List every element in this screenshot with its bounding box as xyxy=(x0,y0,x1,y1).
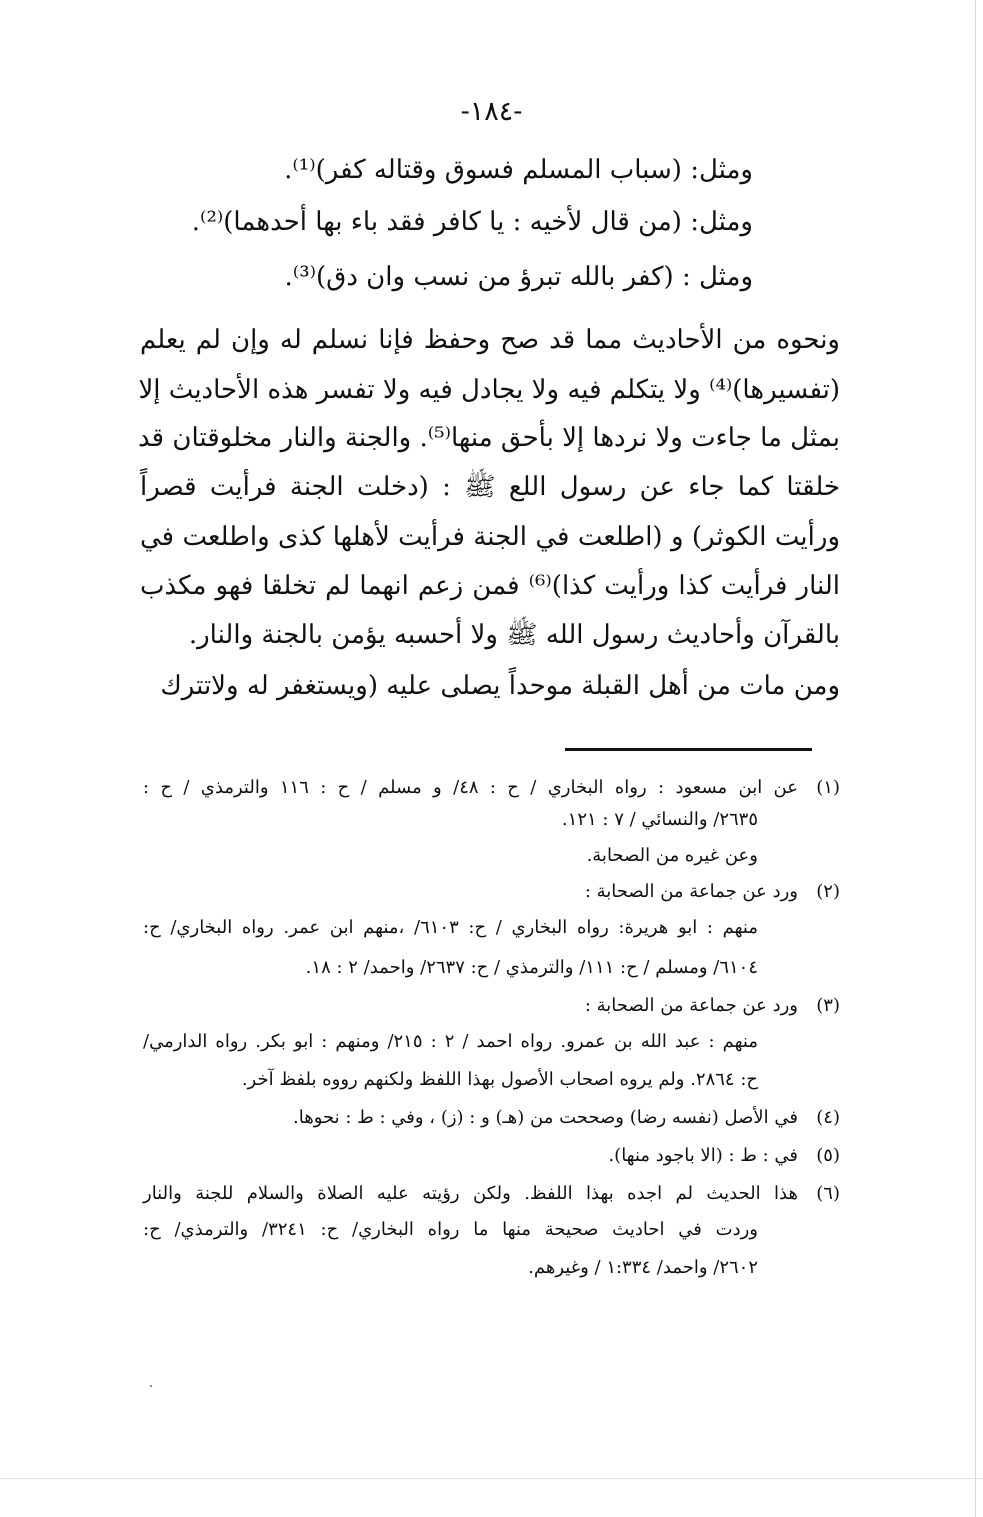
footnote-6-line-1: هذا الحديث لم اجده بهذا اللفظ. ولكن رؤيته عليه الصلاة والسلام للجنة والنار xyxy=(143,1183,798,1204)
footnote-3-number: (٣) xyxy=(816,995,840,1016)
page-number: -١٨٤- xyxy=(460,96,523,127)
footnote-4-number: (٤) xyxy=(816,1107,840,1128)
footnote-6-number: (٦) xyxy=(816,1183,840,1204)
footnote-1-line-2: ٢٦٣٥/ والنسائي / ٧ : ١٢١. xyxy=(561,809,758,830)
footnote-2-line-2: منهم : ابو هريرة: رواه البخاري / ح: ٦١٠٣/ ،منهم ابن عمر. رواه البخاري/ ح: xyxy=(143,917,758,938)
footnote-1-line-3: وعن غيره من الصحابة. xyxy=(586,845,758,866)
paragraph-1-line-4: خلقتا كما جاء عن رسول اللع ﷺ : (دخلت الجنة فرأيت قصراً xyxy=(140,472,840,502)
footnote-2-line-3: ٦١٠٤/ ومسلم / ح: ١١١/ والترمذي / ح: ٢٦٣٧/ واحمد/ ٢ : ١٨. xyxy=(305,957,758,978)
footnote-2-line-1: ورد عن جماعة من الصحابة : xyxy=(584,881,798,902)
footnote-5-line-1: في : ط : (الا باجود منها). xyxy=(608,1145,798,1166)
page-edge-line xyxy=(975,0,976,1517)
hadith-line-3: ومثل : (كفر بالله تبرؤ من نسب وان دق)⁽³⁾. xyxy=(284,262,753,292)
paragraph-1-line-6: النار فرأيت كذا ورأيت كذا)⁽⁶⁾ فمن زعم انهما لم تخلقا فهو مكذب xyxy=(140,571,841,601)
footnote-6-line-2: وردت في احاديث صحيحة منها ما رواه البخاري/ ح: ٣٢٤١/ والترمذي/ ح: xyxy=(143,1219,758,1240)
hadith-line-1: ومثل: (سباب المسلم فسوق وقتاله كفر)⁽¹⁾. xyxy=(284,155,753,185)
footnote-1-line-1: عن ابن مسعود : رواه البخاري / ح : ٤٨/ و مسلم / ح : ١١٦ والترمذي / ح : xyxy=(143,777,799,798)
footnote-4-line-1: في الأصل (نفسه رضا) وصححت من (هـ) و : (ز) ، وفي : ط : نحوها. xyxy=(293,1107,798,1128)
footnote-6-line-3: ٢٦٠٢/ واحمد/ ١:٣٣٤ / وغيرهم. xyxy=(528,1257,758,1278)
footnote-2-number: (٢) xyxy=(816,881,840,902)
footnote-5-number: (٥) xyxy=(816,1145,840,1166)
page-bottom-line xyxy=(0,1478,983,1479)
footnote-1-number: (١) xyxy=(816,777,840,798)
paragraph-2-line-1: ومن مات من أهل القبلة موحداً يصلى عليه (ويستغفر له ولاتترك xyxy=(160,671,840,701)
scan-speck xyxy=(150,1385,152,1387)
paragraph-1-line-5: ورأيت الكوثر) و (اطلعت في الجنة فرأيت لأهلها كذى واطلعت في xyxy=(140,522,840,552)
hadith-line-2: ومثل: (من قال لأخيه : يا كافر فقد باء بها أحدهما)⁽²⁾. xyxy=(191,207,753,237)
paragraph-1-line-7: بالقرآن وأحاديث رسول الله ﷺ ولا أحسبه يؤمن بالجنة والنار. xyxy=(188,620,840,650)
paragraph-1-line-2: (تفسيرها)⁽⁴⁾ ولا يتكلم فيه ولا يجادل فيه ولا تفسر هذه الأحاديث إلا xyxy=(138,375,840,405)
footnote-3-line-3: ح: ٢٨٦٤. ولم يروه اصحاب الأصول بهذا اللفظ ولكنهم رووه بلفظ آخر. xyxy=(241,1069,758,1090)
footnote-separator xyxy=(565,748,812,751)
footnote-3-line-2: منهم : عبد الله بن عمرو. رواه احمد / ٢ : ٢١٥/ ومنهم : ابو بكر. رواه الدارمي/ xyxy=(143,1031,758,1052)
footnote-3-line-1: ورد عن جماعة من الصحابة : xyxy=(584,995,798,1016)
paragraph-1-line-1: ونحوه من الأحاديث مما قد صح وحفظ فإنا نسلم له وإن لم يعلم xyxy=(140,325,840,355)
paragraph-1-line-3: بمثل ما جاءت ولا نردها إلا بأحق منها⁽⁵⁾. والجنة والنار مخلوقتان قد xyxy=(138,423,840,453)
